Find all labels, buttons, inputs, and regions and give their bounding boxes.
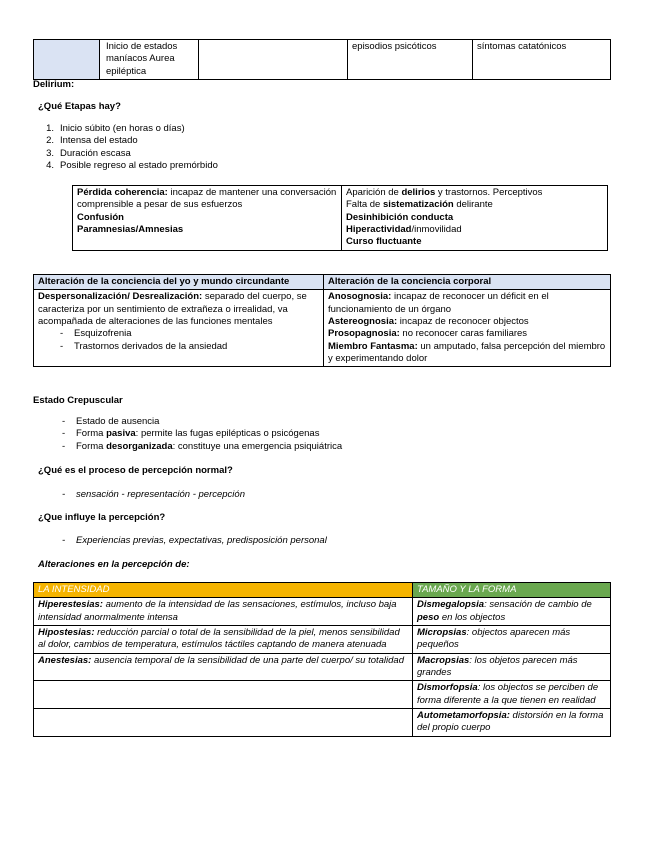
- top-cell-3: [199, 40, 348, 80]
- alteraciones-left-0: Hiperestesias: aumento de la intensidad de las sensaciones, estímulos, incluso baja intensidad anormalmente intensa: [34, 598, 413, 626]
- alteraciones-left-2: Anestesias: ausencia temporal de la sensibilidad de una parte del cuerpo/ su totalidad: [34, 653, 413, 681]
- alteraciones-left-3: [34, 681, 413, 709]
- consciencia-header-right: Alteración de la conciencia corporal: [324, 275, 611, 290]
- consciencia-left: Despersonalización/ Desrealización: separado del cuerpo, se caracteriza por un sentimiento de extrañeza o irrealidad, va acompañada de alteraciones de las funciones mentales - Esquizofrenia - Trastornos derivados de la ansiedad: [34, 290, 324, 367]
- alteraciones-table: [33, 582, 611, 737]
- top-cell-4: episodios psicóticos: [348, 40, 473, 80]
- list-item: 2. Intensa del estado: [46, 135, 138, 147]
- consciencia-header-left: Alteración de la conciencia del yo y mundo circundante: [34, 275, 324, 290]
- list-item: - Esquizofrenia: [60, 328, 319, 340]
- delirium-box-right: Aparición de delirios y trastornos. Perceptivos Falta de sistematización delirante Desinhibición conducta Hiperactividad/inmovilidad Curso fluctuante: [342, 186, 608, 251]
- alteraciones-left-4: [34, 709, 413, 737]
- alteraciones-right-0: Dismegalopsia: sensación de cambio de peso en los objectos: [413, 598, 611, 626]
- alteraciones-right-4: Autometamorfopsia: distorsión en la forma del propio cuerpo: [413, 709, 611, 737]
- delirium-box: [72, 185, 608, 251]
- alteraciones-header-left: LA INTENSIDAD: [34, 583, 413, 598]
- crepuscular-title: Estado Crepuscular: [33, 395, 123, 406]
- top-table: [33, 39, 611, 80]
- consciencia-right: Anosognosia: incapaz de reconocer un déficit en el funcionamiento de un órgano Astereognosia: incapaz de reconocer objectos Prosopagnosia: no reconocer caras familiares Miembro Fantasma: un amputado, falsa percepción del miembro y experimentando dolor: [324, 290, 611, 367]
- percepcion-q3: Alteraciones en la percepción de:: [38, 559, 190, 570]
- top-cell-2: Inicio de estados maníacos Aurea epiléptica: [100, 40, 199, 80]
- list-item: - Trastornos derivados de la ansiedad: [60, 341, 319, 353]
- alteraciones-header-right: TAMAÑO Y LA FORMA: [413, 583, 611, 598]
- list-item: - Experiencias previas, expectativas, predisposición personal: [62, 535, 327, 547]
- top-cell-5: síntomas catatónicos: [473, 40, 611, 80]
- list-item: - Forma desorganizada: constituye una emergencia psiquiátrica: [62, 441, 342, 453]
- list-item: 1. Inicio súbito (en horas o días): [46, 123, 185, 134]
- consciencia-table: [33, 274, 611, 367]
- delirium-title: Delirium:: [33, 79, 75, 90]
- top-cell-1: [34, 40, 100, 80]
- list-item: 3. Duración escasa: [46, 147, 131, 159]
- list-item: 4. Posible regreso al estado premórbido: [46, 160, 218, 172]
- alteraciones-right-1: Micropsias: objectos aparecen más pequeños: [413, 626, 611, 654]
- list-item: - sensación - representación - percepción: [62, 489, 245, 501]
- list-item: - Estado de ausencia: [62, 416, 342, 428]
- alteraciones-right-2: Macropsias: los objetos parecen más grandes: [413, 653, 611, 681]
- percepcion-q1: ¿Qué es el proceso de percepción normal?: [38, 465, 233, 476]
- percepcion-q2: ¿Que influye la percepción?: [38, 512, 166, 523]
- delirium-steps: [38, 123, 218, 172]
- alteraciones-right-3: Dismorfopsia: los objectos se perciben de forma diferente a la que tienen en realidad: [413, 681, 611, 709]
- delirium-question: ¿Qué Etapas hay?: [38, 101, 121, 112]
- delirium-box-left: Pérdida coherencia: incapaz de mantener una conversación comprensible a pesar de sus esfuerzos Confusión Paramnesias/Amnesias: [73, 186, 342, 251]
- crepuscular-list: [62, 416, 342, 453]
- percepcion-a1: [62, 489, 245, 501]
- alteraciones-left-1: Hipostesias: reducción parcial o total de la sensibilidad de la piel, menos sensibilidad al dolor, cambios de temperatura, estímulos táctiles captando de manera atenuada: [34, 626, 413, 654]
- percepcion-a2: [62, 535, 327, 547]
- list-item: - Forma pasiva: permite las fugas epilépticas o psicógenas: [62, 428, 342, 440]
